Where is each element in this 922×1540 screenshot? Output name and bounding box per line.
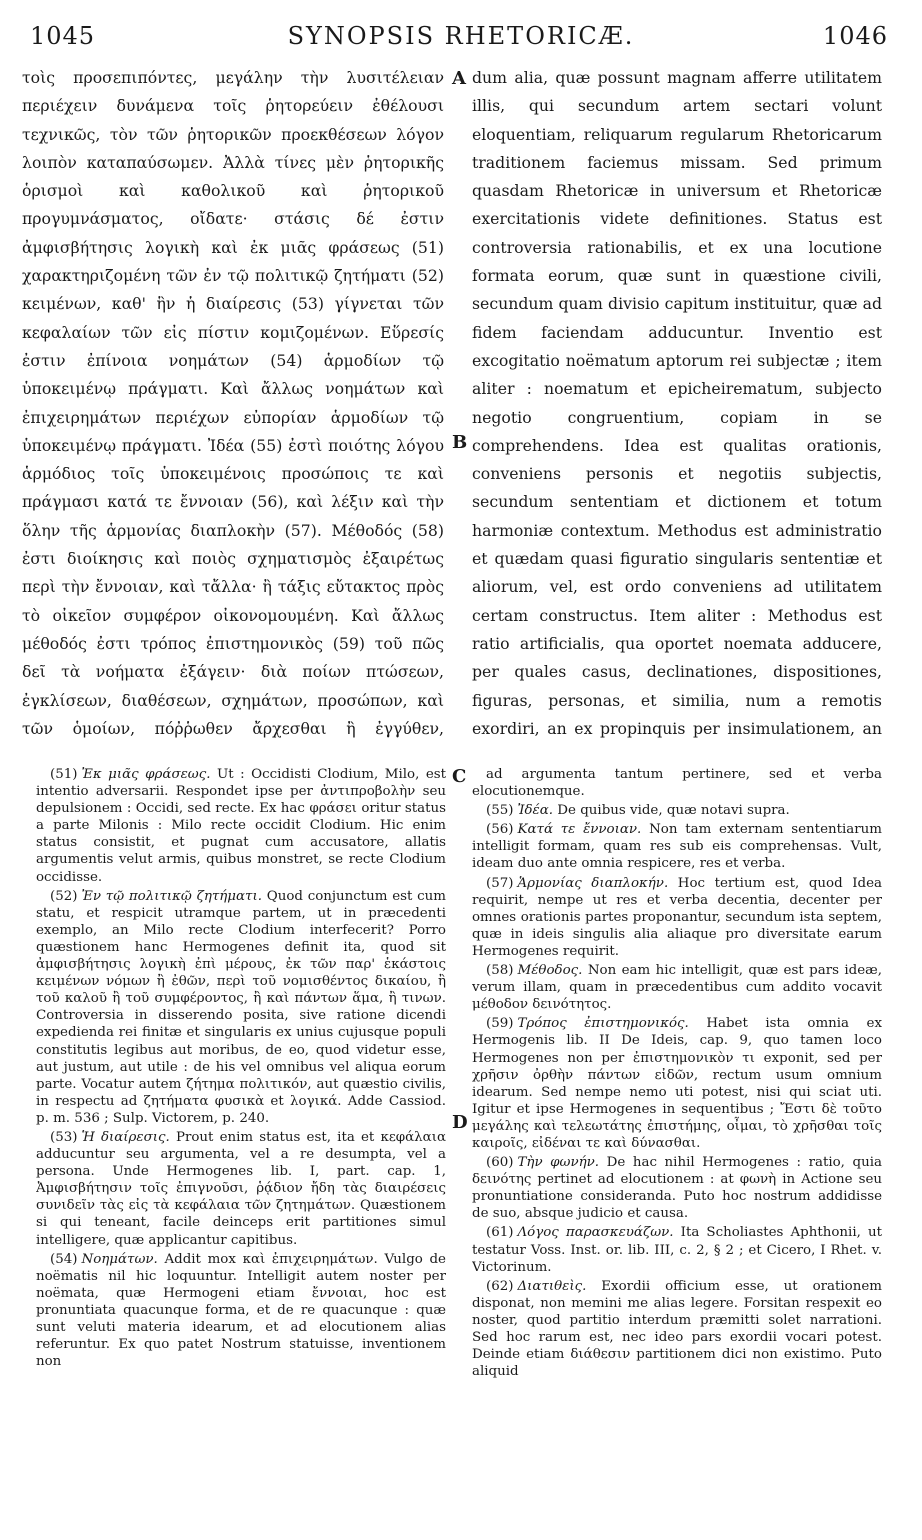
- footnote: [36, 1251, 446, 1371]
- page-header: [0, 22, 922, 58]
- footnote-lemma: Λόγος παρασκευάζων.: [517, 1225, 674, 1241]
- footnote: [472, 821, 882, 872]
- footnote-text: Non eam hic intelligit, quæ est pars ideæ, verum illam, quam in præcedentibus cum addito vocavit μέθοδον δεινότητος.: [472, 963, 882, 1013]
- footnote-text: Addit mox καὶ ἐπιχειρημάτων. Vulgo de noëmatis nil hic loquuntur. Intelligit autem noster per noëmata, quæ Hermogeni etiam ἔννοιαι, hoc est pronuntiata quacunque forma, et de re quacunque : quæ sunt veluti materia idearum, et ad elocutionem alias referuntur. Ex quo patet Nostrum statuisse, inventionem non: [36, 1251, 446, 1370]
- footnotes-left-column: [36, 766, 446, 1526]
- footnote-lemma: Ἐκ μιᾶς φράσεως.: [81, 767, 211, 782]
- footnote-number: (51): [50, 767, 78, 782]
- margin-marker-a: A: [452, 68, 466, 89]
- footnote: [472, 1224, 882, 1275]
- latin-column: dum alia, quæ possunt magnam afferre utilitatem illis, qui secundum artem sectari volunt eloquentiam, reliquarum regularum Rhetoricarum traditionem faciemus missam. Sed primum quasdam Rhetoricæ in universum et Rhetoricæ exercitationis videte definitiones. Status est controversia rationabilis, et ex una locutione formata eorum, quæ sunt in quæstione civili, secundum quam divisio capitum instituitur, quæ ad fidem faciendam adducuntur. Inventio est excogitatio noëmatum aptorum rei subjectæ ; item aliter : noematum et epicheirematum, subjecto negotio congruentium, copiam in se comprehendens. Idea est qualitas orationis, conveniens personis et negotiis subjectis, secundum sententiam et dictionem et totum harmoniæ contextum. Methodus est administratio et quædam quasi figuratio singularis sententiæ et aliorum, vel, est ordo conveniens ad utilitatem certam constructus. Item aliter : Methodus est ratio artificialis, qua oportet noemata adducere, per quales casus, declinationes, dispositiones, figuras, personas, et similia, num a remotis exordiri, an ex propinquis per insimulationem, an: [472, 68, 882, 738]
- footnote-text: Non tam externam sententiarum intelligit formam, quam res sub eis comprehensas. Vult, ideam duo ante omnia respicere, res et verba.: [472, 822, 882, 872]
- footnote: [472, 1154, 882, 1222]
- footnote: [36, 766, 446, 886]
- running-title: SYNOPSIS RHETORICÆ.: [287, 22, 635, 50]
- footnote-lemma: Ἐν τῷ πολιτικῷ ζητήματι.: [81, 888, 262, 904]
- footnote-number: (59): [486, 1016, 514, 1032]
- footnote: [472, 875, 882, 960]
- footnote-lemma: Τρόπος ἐπιστημονικός.: [517, 1016, 689, 1032]
- footnote: [36, 1129, 446, 1249]
- footnote-text: De quibus vide, quæ notavi supra.: [557, 803, 790, 819]
- footnote-lemma: Τὴν φωνήν.: [517, 1155, 600, 1171]
- footnote-lemma: Ἁρμονίας διαπλοκήν.: [517, 875, 669, 891]
- footnote: [472, 766, 882, 800]
- footnote: [472, 1278, 882, 1381]
- footnote-text: Ut : Occidisti Clodium, Milo, est intentio adversarii. Respondet ipse per ἀντιπροβολὴν seu depulsionem : Occidi, sed recte. Ex hac φράσει oritur status a parte Milonis : Milo recte occidit Clodium. Hic enim status consistit, et pugnat cum accusatore, allatis argumentis velut armis, quibus monstret, se recte Clodium occidisse.: [36, 767, 446, 885]
- footnote-text: Exordii officium esse, ut orationem disponat, non memini me alias legere. Forsitan respexit eo noster, quod partitio interdum præmitti solet narrationi. Sed hoc rarum est, nec ideo pars exordii vocari potest. Deinde etiam διάθεσιν partitionem dici non existimo. Puto aliquid: [472, 1278, 882, 1380]
- footnote-number: (57): [486, 875, 514, 891]
- greek-column: τοὶς προσεπιπόντες, μεγάλην τὴν λυσιτέλειαν περιέχειν δυνάμενα τοῖς ῥητορεύειν ἐθέλουσι τεχνικῶς, τὸν τῶν ῥητορικῶν προεκθέσεων λόγον λοιπὸν καταπαύσωμεν. Ἀλλὰ τίνες μὲν ῥητορικῆς ὁρισμοὶ καὶ καθολικοῦ καὶ ῥητορικοῦ προγυμνάσματος, οἴδατε· στάσις δέ ἐστιν ἀμφισβήτησις λογικὴ καὶ ἐκ μιᾶς φράσεως (51) χαρακτηριζομένη τῶν ἐν τῷ πολιτικῷ ζητήματι (52) κειμένων, καθ' ἣν ἡ διαίρεσις (53) γίγνεται τῶν κεφαλαίων τῶν εἰς πίστιν κομιζομένων. Εὕρεσίς ἐστιν ἐπίνοια νοημάτων (54) ἁρμοδίων τῷ ὑποκειμένῳ πράγματι. Καὶ ἄλλως νοημάτων καὶ ἐπιχειρημάτων περιέχων εὐπορίαν ἁρμοδίων τῷ ὑποκειμένῳ πράγματι. Ἰδέα (55) ἐστὶ ποιότης λόγου ἁρμόδιος τοῖς ὑποκειμένοις προσώποις τε καὶ πράγμασι κατά τε ἔννοιαν (56), καὶ λέξιν καὶ τὴν ὅλην τῆς ἁρμονίας διαπλοκὴν (57). Μέθοδός (58) ἐστι διοίκησις καὶ ποιὸς σχηματισμὸς ἐξαιρέτως περὶ τὴν ἔννοιαν, καὶ τἄλλα· ἢ τάξις εὔτακτος πρὸς τὸ οἰκεῖον συμφέρον οἰκονομουμένη. Καὶ ἄλλως μέθοδός ἐστι τρόπος ἐπιστημονικὸς (59) τοῦ πῶς δεῖ τὰ νοήματα ἐξάγειν· διὰ ποίων πτώσεων, ἐγκλίσεων, διαθέσεων, σχημάτων, προσώπων, καὶ τῶν ὁμοίων, πόῤῥωθεν ἄρχεσθαι ἢ ἐγγύθεν,: [22, 68, 444, 738]
- footnote-number: (52): [50, 888, 78, 904]
- footnote-lemma: Νοημάτων.: [81, 1251, 158, 1267]
- footnote-lemma: Ἰδέα.: [517, 803, 554, 819]
- footnote-text: Hoc tertium est, quod Idea requirit, nempe ut res et verba decentia, decenter per omnes orationis partes proponantur, secundum ista septem, quæ in ideis singulis alia aliaque pro diversitate earum Hermogenes requirit.: [472, 875, 882, 959]
- footnote-text: ad argumenta tantum pertinere, sed et verba elocutionemque.: [472, 767, 882, 800]
- footnote-number: (53): [50, 1129, 78, 1145]
- footnote-number: (54): [50, 1251, 78, 1267]
- footnote: [36, 888, 446, 1127]
- footnote-number: (56): [486, 822, 514, 838]
- margin-marker-d: D: [452, 1112, 468, 1133]
- footnote-number: (61): [486, 1225, 514, 1241]
- footnote-text: Ita Scholiastes Aphthonii, ut testatur Voss. Inst. or. lib. III, c. 2, § 2 ; et Cicero, I Rhet. v. Victorinum.: [472, 1225, 882, 1275]
- footnote-lemma: Διατιθεὶς.: [517, 1278, 587, 1294]
- footnote-text: Habet ista omnia ex Hermogenis lib. II De Ideis, cap. 9, quo tamen loco Hermogenes non per ἐπιστημονικὸν τι exponit, sed per χρῆσιν ὀρθὴν πάντων εἰδῶν, rectum usum omnium idearum. Sed nempe nemo uti potest, nisi qui sciat uti. Igitur et ipse Hermogenes in sequentibus ; Ἔστι δὲ τοῦτο μεγάλης καὶ τελεωτάτης ἐπιστήμης, οἶμαι, τὸ χρῆσθαι τοῖς καιροῖς, εἰδέναι τε καὶ δύνασθαι.: [472, 1016, 882, 1151]
- footnote-number: (58): [486, 963, 514, 979]
- footnotes-right-column: [472, 766, 882, 1526]
- footnote: [472, 962, 882, 1013]
- footnote-lemma: Μέθοδος.: [517, 963, 583, 979]
- footnote-text: De hac nihil Hermogenes : ratio, quia δεινότης pertinet ad elocutionem : at φωνὴ in Actione seu pronuntiatione consideranda. Puto hoc nostrum addidisse de suo, absque judicio et causa.: [472, 1155, 882, 1222]
- footnote-number: (62): [486, 1278, 514, 1294]
- margin-marker-c: C: [452, 766, 467, 787]
- footnote-number: (60): [486, 1155, 514, 1171]
- page-number-left: 1045: [30, 22, 96, 50]
- footnote-lemma: Κατά τε ἔννοιαν.: [517, 822, 642, 838]
- footnote-text: Prout enim status est, ita et κεφάλαια adducuntur seu argumenta, vel a re desumpta, vel a persona. Unde Hermogenes lib. I, part. cap. 1, Ἀμφισβήτησιν τοῖς ἐπιγνοῦσι, ῥᾴδιον ἤδη τὰς διαιρέσεις συνιδεῖν τὰς εἰς τὰ κεφάλαια τῶν ζητημάτων. Quæstionem si qui teneant, facile deinceps erit partitiones simul intelligere, quæ applicantur capitibus.: [36, 1129, 446, 1248]
- footnote-number: (55): [486, 803, 514, 819]
- footnote-lemma: Ἡ διαίρεσις.: [81, 1129, 170, 1145]
- page-number-right: 1046: [822, 22, 888, 50]
- footnote: [472, 802, 882, 819]
- margin-marker-b: B: [452, 432, 468, 453]
- footnote: [472, 1015, 882, 1152]
- footnote-text: Quod conjunctum est cum statu, et respicit utramque partem, ut in præcedenti exemplo, an Milo recte Clodium interfecerit? Porro quæstionem hanc Hermogenes definit ita, quod sit ἀμφισβήτησις λογικὴ ἐπὶ μέρους, ἐκ τῶν παρ' ἑκάστοις κειμένων νόμων ἢ ἐθῶν, περὶ τοῦ νομισθέντος δικαίου, ἢ τοῦ καλοῦ ἢ τοῦ συμφέροντος, ἢ καὶ πάντων ἅμα, ἢ τινων. Controversia in disserendo posita, sive ratione dicendi expedienda rei finitæ et singularis ex unius cujusque populi constitutis legibus aut moribus, de eo, quod videtur esse, aut justum, aut utile : de his vel omnibus vel aliqua eorum parte. Vocatur autem ζήτημα πολιτικόν, aut quæstio civilis, in respectu ad ζητήματα φυσικὰ et λογικά. Adde Cassiod. p. m. 536 ; Sulp. Victorem, p. 240.: [36, 888, 446, 1126]
